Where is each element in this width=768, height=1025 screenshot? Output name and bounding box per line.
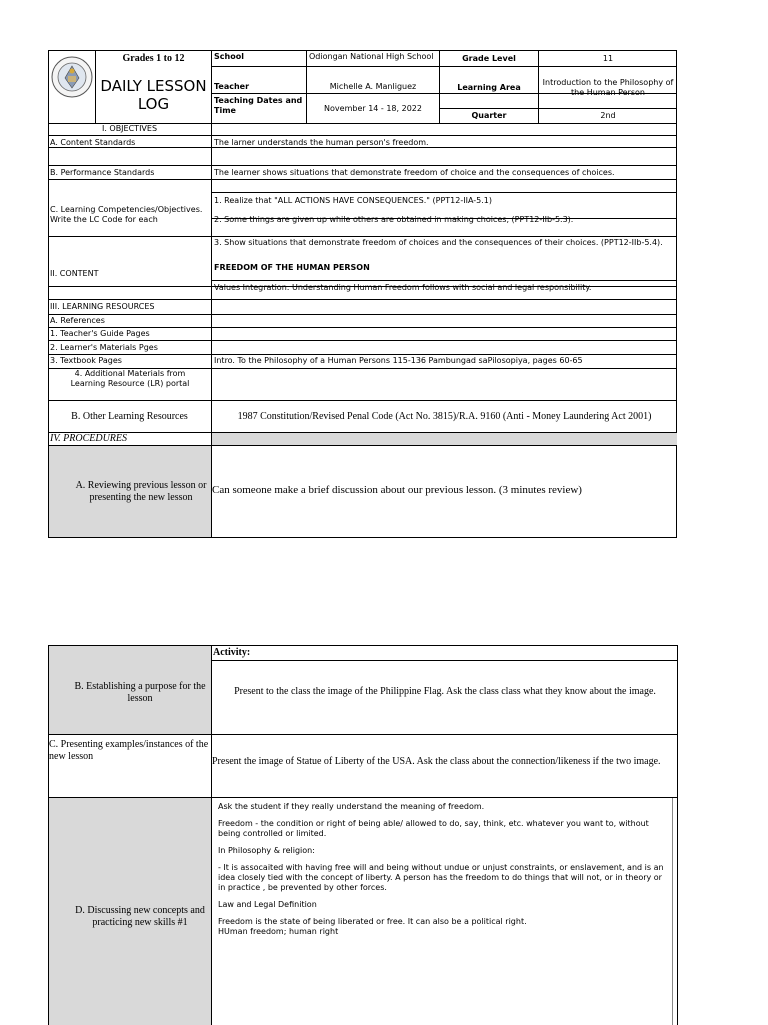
discussion-paragraph: - It is assocaited with having free will and being without undue or unjust constraints, or enslavement, and is an idea closely tied with the concept of liberty. A person has the freedom to do things that will not, or in theory or in practice , be prevented by other forces. <box>218 863 664 892</box>
content-label: II. CONTENT <box>50 269 99 278</box>
discussion-paragraph: In Philosophy & religion: <box>218 846 315 855</box>
content-standards-label: A. Content Standards <box>50 138 136 147</box>
teacher-value: Michelle A. Manliguez <box>329 82 417 91</box>
school-value: Odiongan National High School <box>309 52 434 61</box>
learning-area-value: Introduction to the Philosophy of the Human Person <box>542 77 674 97</box>
lesson-log-page-1 <box>48 50 677 538</box>
discussion-paragraph: Ask the student if they really understand the meaning of freedom. <box>218 802 485 811</box>
grade-level-label: Grade Level <box>462 53 516 63</box>
values-integration: Values Integration: Understanding Human Freedom follows with social and legal responsibility. <box>214 283 592 292</box>
dates-label: Teaching Dates and Time <box>214 96 303 115</box>
title-line-2: LOG <box>137 95 170 113</box>
learning-area-label: Learning Area <box>457 82 521 92</box>
grade-level-value: 11 <box>602 53 614 63</box>
daily-lesson-log-title <box>96 67 211 123</box>
textbook-label: 3. Textbook Pages <box>50 356 122 365</box>
lesson-log-page-2 <box>48 645 678 1025</box>
examples-label: C. Presenting examples/instances of the new lesson <box>49 739 209 762</box>
other-resources-value: 1987 Constitution/Revised Penal Code (Act No. 3815)/R.A. 9160 (Anti - Money Laundering Act 2001) <box>237 411 652 422</box>
school-label: School <box>214 52 244 61</box>
procedures-heading-fill <box>212 433 677 445</box>
references-label: A. References <box>50 316 105 325</box>
discussion-paragraph: Law and Legal Definition <box>218 900 317 909</box>
teachers-guide-label: 1. Teacher's Guide Pages <box>50 329 150 338</box>
resources-heading: III. LEARNING RESOURCES <box>50 302 155 311</box>
competency-2: 2. Some things are given up while others are obtained in making choices, (PPT12-IIb-5.3). <box>214 215 574 224</box>
other-resources-label: B. Other Learning Resources <box>71 411 188 422</box>
quarter-value: 2nd <box>600 111 616 120</box>
reviewing-value: Can someone make a brief discussion about our previous lesson. (3 minutes review) <box>212 484 582 496</box>
title-line-1: DAILY LESSON <box>100 77 207 95</box>
deped-seal-logo <box>50 54 94 100</box>
discussion-content <box>218 802 668 937</box>
teacher-label: Teacher <box>214 82 250 91</box>
reviewing-label: A. Reviewing previous lesson or presenting the new lesson <box>75 480 207 503</box>
performance-standards-label: B. Performance Standards <box>50 168 155 177</box>
competency-1: 1. Realize that "ALL ACTIONS HAVE CONSEQUENCES." (PPT12-IIA-5.1) <box>214 196 492 205</box>
examples-value: Present the image of Statue of Liberty of the USA. Ask the class about the connection/likeness if the two image. <box>212 756 661 767</box>
textbook-value: Intro. To the Philosophy of a Human Persons 115-136 Pambungad saPilosopiya, pages 60-65 <box>214 356 583 365</box>
discussion-paragraph: Freedom is the state of being liberated or free. It can also be a political right. <box>218 917 527 926</box>
dates-value: November 14 - 18, 2022 <box>324 103 422 113</box>
discussion-paragraph: HUman freedom; human right <box>218 927 339 936</box>
grades-label: Grades 1 to 12 <box>122 52 185 64</box>
purpose-label: B. Establishing a purpose for the lesson <box>74 681 206 704</box>
objectives-heading: I. OBJECTIVES <box>101 124 158 133</box>
quarter-label: Quarter <box>471 111 507 120</box>
discussion-paragraph: Freedom - the condition or right of being able/ allowed to do, say, think, etc. whatever you want to, without being controlled or limited. <box>218 819 649 838</box>
procedures-heading: IV. PROCEDURES <box>50 433 128 444</box>
content-standards-value: The larner understands the human person's freedom. <box>214 138 429 147</box>
learners-materials-label: 2. Learner's Materials Pges <box>50 343 158 352</box>
additional-materials-label: 4. Additional Materials from Learning Resource (LR) portal <box>70 369 190 388</box>
purpose-value: Present to the class the image of the Philippine Flag. Ask the class class what they know about the image. <box>234 686 656 697</box>
activity-label: Activity: <box>213 647 251 658</box>
competency-3: 3. Show situations that demonstrate freedom of choices and the consequences of their choices. (PPT12-IIb-5.4). <box>214 238 663 247</box>
content-title: FREEDOM OF THE HUMAN PERSON <box>214 263 370 272</box>
discussing-label: D. Discussing new concepts and practicing new skills #1 <box>75 905 205 928</box>
performance-standards-value: The learner shows situations that demonstrate freedom of choice and the consequences of choices. <box>214 168 615 177</box>
competencies-label: C. Learning Competencies/Objectives. Write the LC Code for each <box>50 204 203 224</box>
